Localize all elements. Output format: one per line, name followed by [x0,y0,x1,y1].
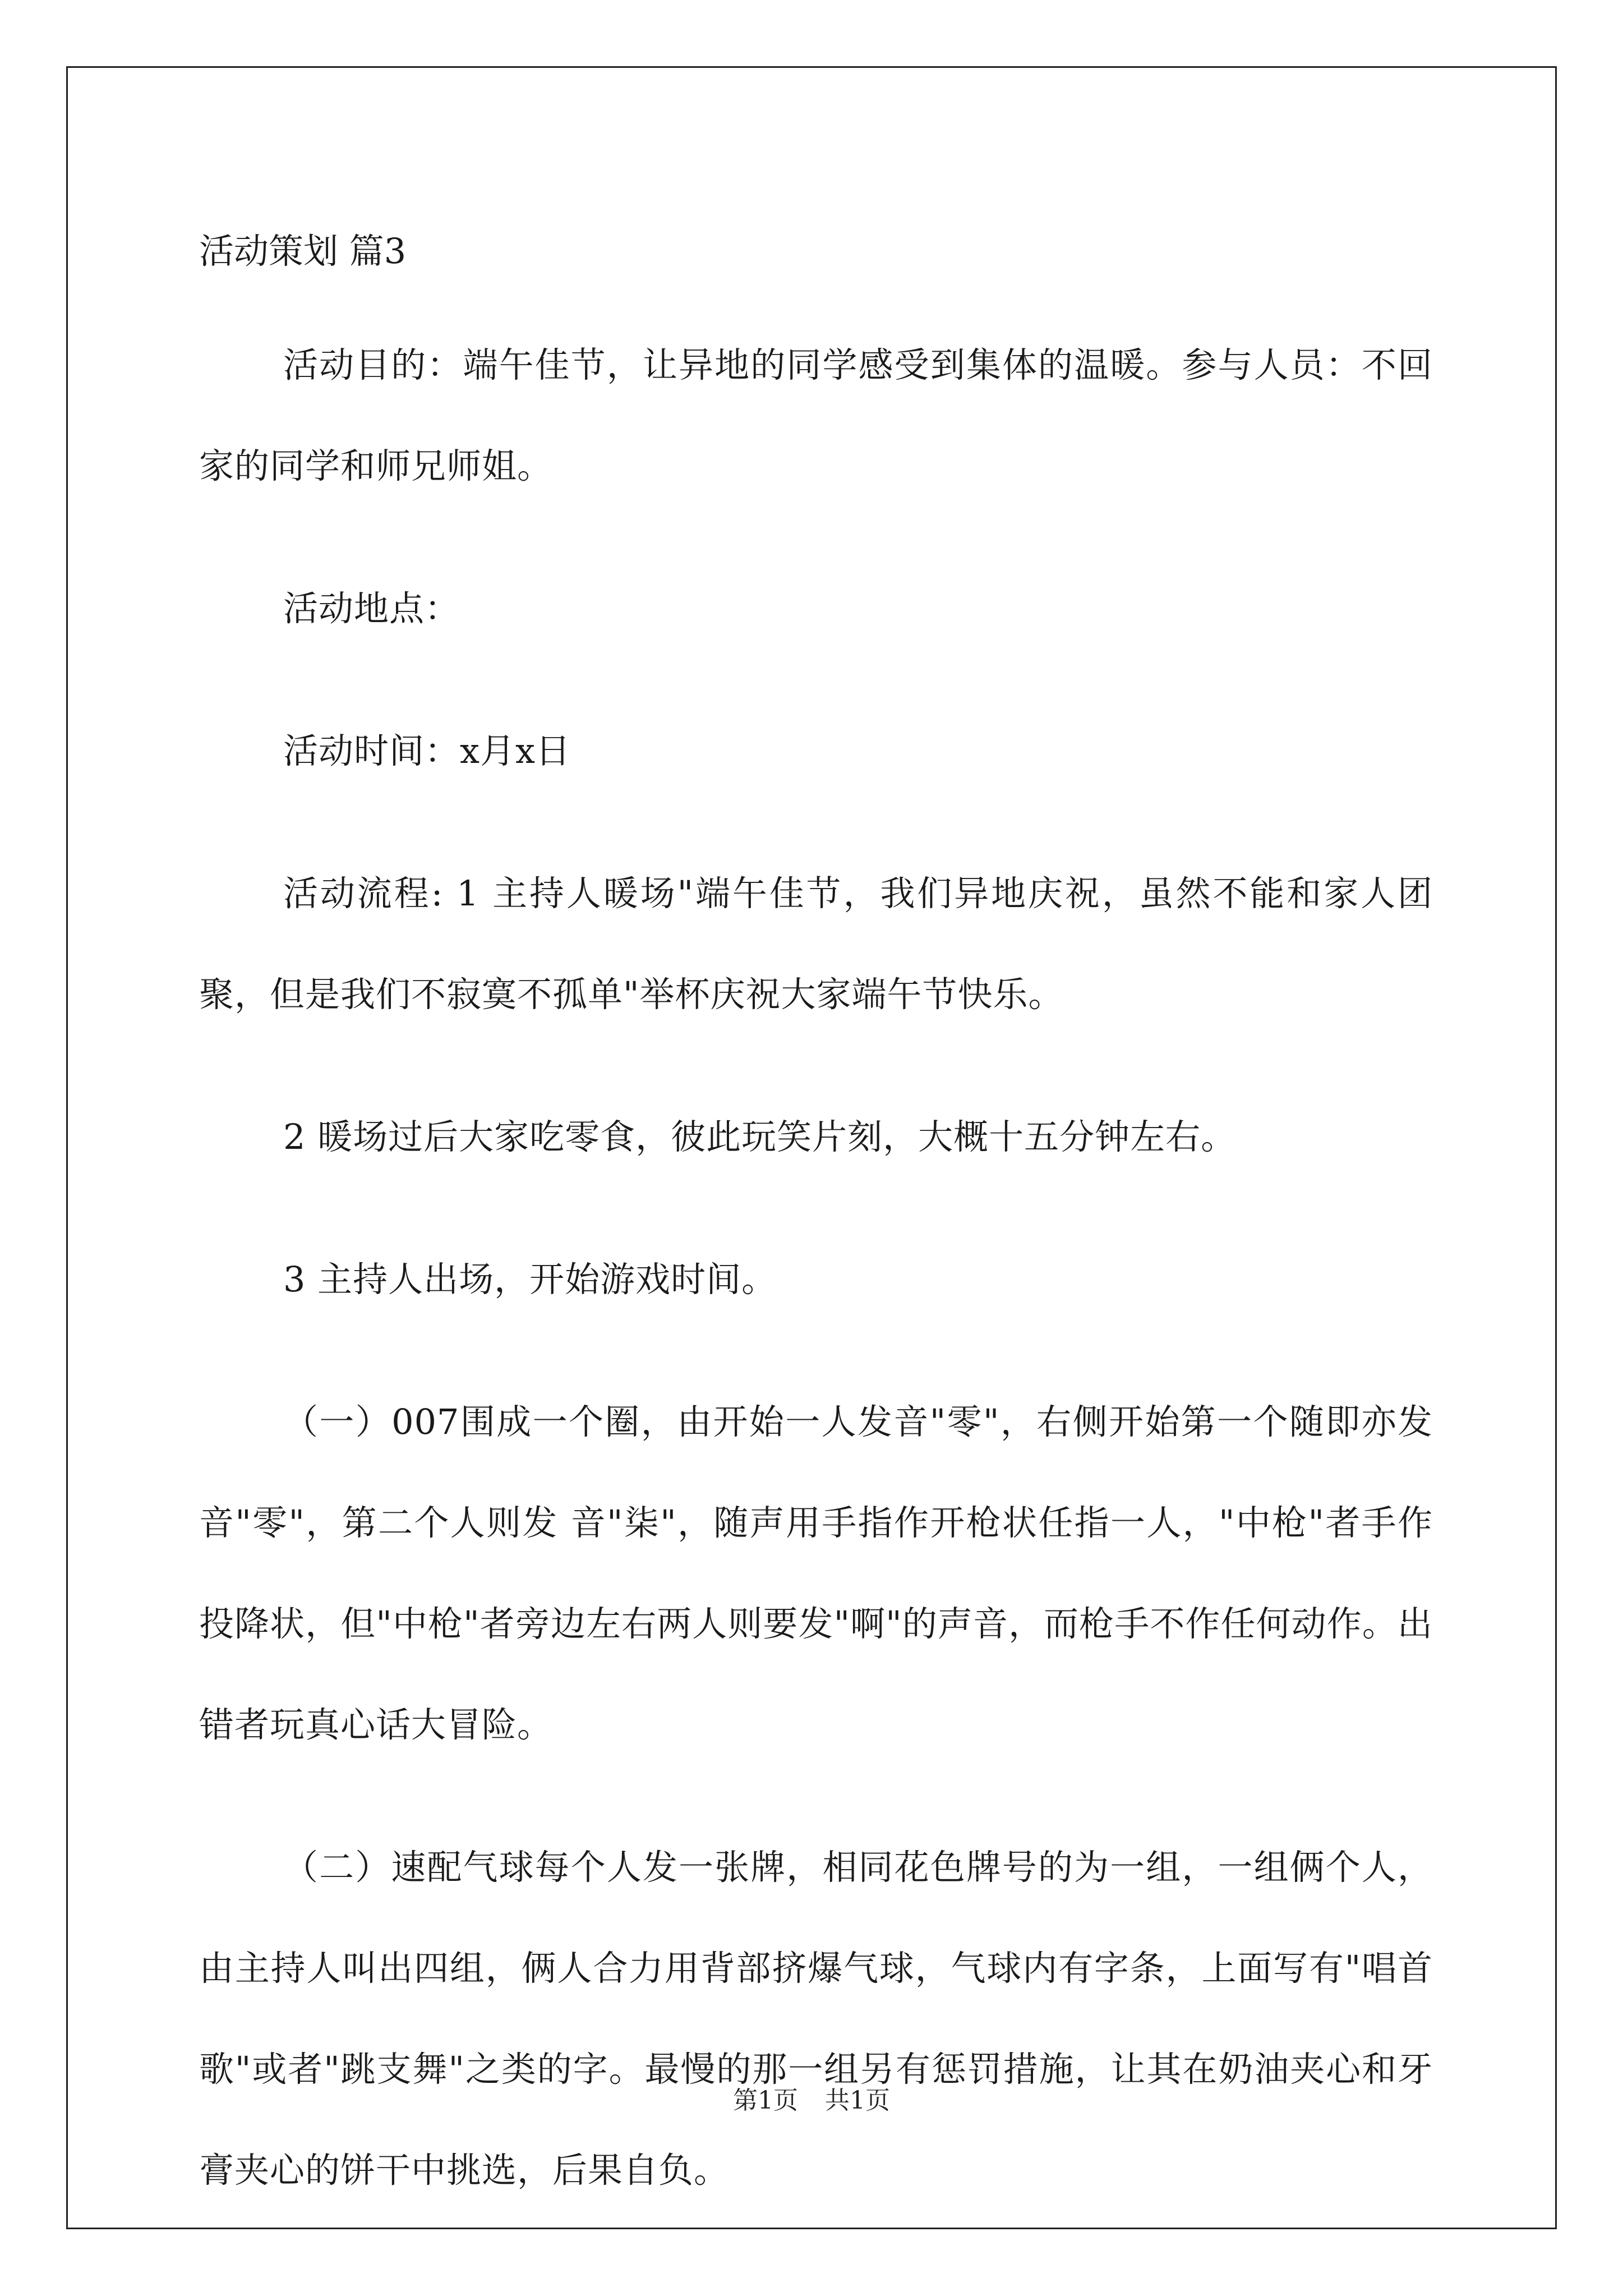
paragraph-process: 活动流程: 1 主持人暖场"端午佳节，我们异地庆祝，虽然不能和家人团聚，但是我们不寂寞不孤单"举杯庆祝大家端午节快乐。 [199,873,1433,1015]
paragraph-purpose: 活动目的：端午佳节，让异地的同学感受到集体的温暖。参与人员：不回家的同学和师兄师姐。 [199,344,1433,486]
document-title: 活动策划 篇3 [199,231,407,272]
page-footer [0,2084,1623,2118]
paragraph-game-two: （二）速配气球每个人发一张牌，相同花色牌号的为一组，一组俩个人，由主持人叫出四组，俩人合力用背部挤爆气球，气球内有字条，上面写有"唱首歌"或者"跳支舞"之类的字。最慢的那一组另有惩罚措施，让其在奶油夹心和牙膏夹心的饼干中挑选，后果自负。 [199,1847,1433,2191]
document-body [199,222,1433,2221]
paragraph-step-2: 2 暖场过后大家吃零食，彼此玩笑片刻，大概十五分钟左右。 [283,1116,1237,1157]
paragraph-step-3: 3 主持人出场，开始游戏时间。 [283,1259,777,1300]
page-total: 共1页 [825,2086,890,2115]
paragraph-time: 活动时间：x月x日 [283,730,571,771]
paragraph-location: 活动地点： [283,588,460,629]
paragraph-game-one: （一）007围成一个圈，由开始一人发音"零"，右侧开始第一个随即亦发音"零"，第二个人则发 音"柒"，随声用手指作开枪状任指一人，"中枪"者手作投降状，但"中枪"者旁边左右两人则要发"啊"的声音，而枪手不作任何动作。出错者玩真心话大冒险。 [199,1401,1433,1745]
page-number: 第1页 [733,2086,798,2115]
